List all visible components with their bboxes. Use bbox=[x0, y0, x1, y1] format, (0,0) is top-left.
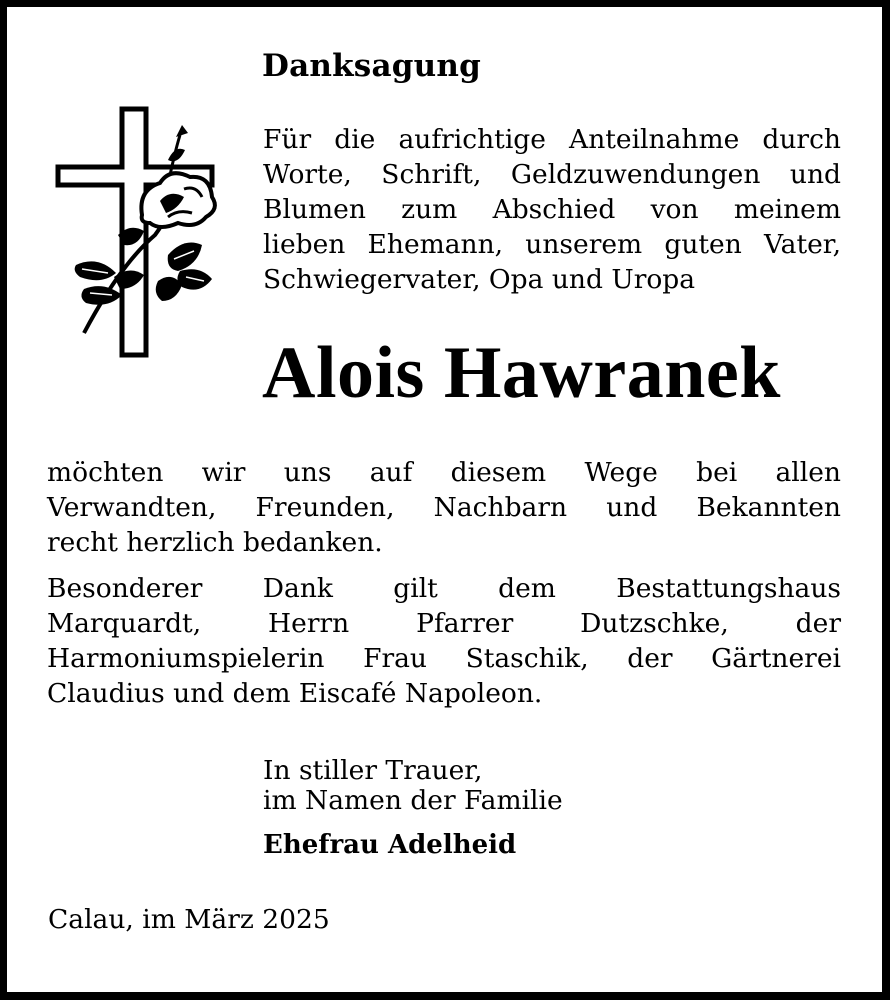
paragraph-line: recht herzlich bedanken. bbox=[47, 527, 383, 558]
place-date: Calau, im März 2025 bbox=[48, 904, 330, 935]
intro-text bbox=[263, 122, 841, 297]
special-thanks-paragraph bbox=[47, 571, 841, 711]
signoff-line: im Namen der Familie bbox=[263, 785, 563, 816]
thanks-paragraph bbox=[47, 455, 841, 560]
signoff-line: In stiller Trauer, bbox=[263, 755, 483, 786]
signatory: Ehefrau Adelheid bbox=[263, 830, 517, 860]
notice-heading: Danksagung bbox=[262, 48, 481, 84]
paragraph-line: Claudius und dem Eiscafé Napoleon. bbox=[47, 678, 543, 709]
intro-line: lieben Ehemann, unserem guten Vater, bbox=[263, 229, 841, 260]
paragraph-line: Harmoniumspielerin Frau Staschik, der Gärtnerei bbox=[47, 643, 841, 674]
paragraph-line: Besonderer Dank gilt dem Bestattungshaus bbox=[47, 573, 841, 604]
intro-line: Worte, Schrift, Geldzuwendungen und bbox=[263, 159, 841, 190]
cross-with-rose-icon bbox=[50, 105, 222, 361]
intro-line: Für die aufrichtige Anteilnahme durch bbox=[263, 124, 841, 155]
signoff bbox=[263, 756, 563, 816]
paragraph-line: Marquardt, Herrn Pfarrer Dutzschke, der bbox=[47, 608, 841, 639]
paragraph-line: Verwandten, Freunden, Nachbarn und Bekannten bbox=[47, 492, 841, 523]
intro-line: Blumen zum Abschied von meinem bbox=[263, 194, 841, 225]
intro-line: Schwiegervater, Opa und Uropa bbox=[263, 264, 696, 295]
paragraph-line: möchten wir uns auf diesem Wege bei allen bbox=[47, 457, 841, 488]
deceased-name: Alois Hawranek bbox=[262, 332, 781, 414]
